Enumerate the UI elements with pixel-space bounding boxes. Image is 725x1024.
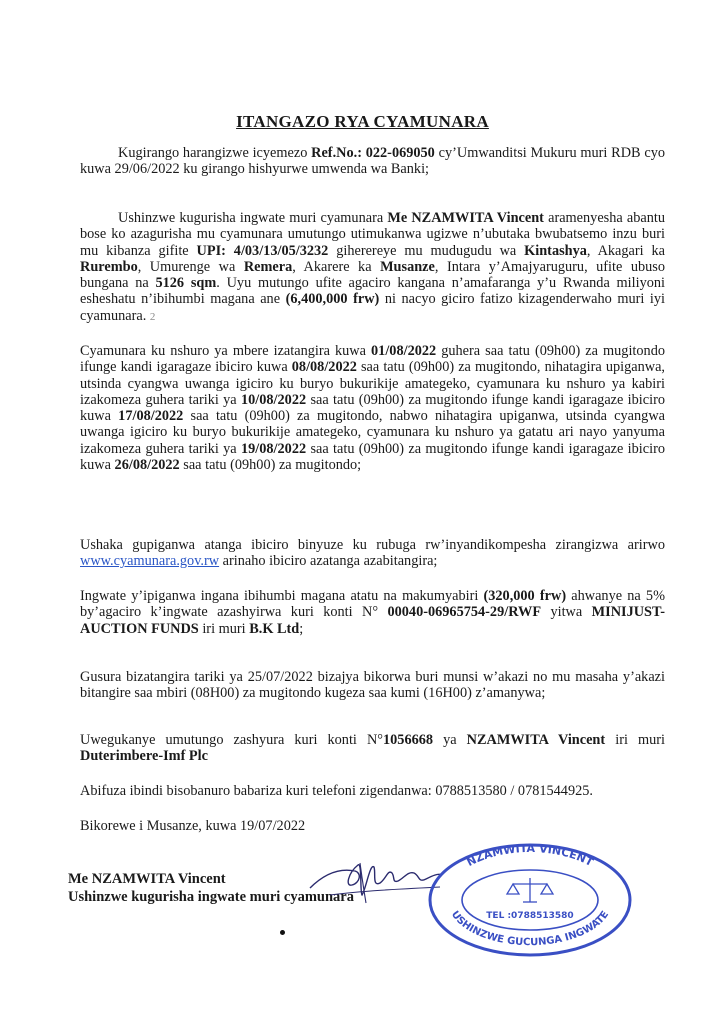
text: arinaho ibiciro azatanga azabitangira;	[219, 553, 438, 570]
text: Uwegukanye umutungo zashyura kuri konti N°	[80, 732, 383, 748]
ref-number: 022-069050	[365, 145, 435, 161]
paragraph-bidding	[80, 537, 665, 570]
paragraph-reference	[80, 145, 665, 178]
signer-role: Ushinzwe kugurisha ingwate muri cyamunara	[68, 889, 354, 905]
paragraph-contact: Abifuza ibindi bisobanuro babariza kuri telefoni zigendanwa: 0788513580 / 0781544925.	[80, 783, 593, 799]
paragraph-visits: Gusura bizatangira tariki ya 25/07/2022 bizajya bikorwa buri munsi w’akazi no mu masaha y’akazi bitangire saa mbiri (08H00) za mugitondo kugeza saa kumi (16H00) z’amanywa;	[80, 669, 665, 702]
svg-text:NZAMWITA VINCENT	[465, 842, 596, 869]
paragraph-deposit	[80, 588, 665, 637]
text: Cyamunara ku nshuro ya mbere izatangira kuwa	[80, 343, 372, 359]
text: , Akagari ka	[586, 242, 665, 259]
official-stamp	[425, 838, 635, 958]
bank-name: Duterimbere-Imf Plc	[80, 748, 208, 765]
text: ;	[299, 620, 304, 637]
text: Ingwate y’ipiganwa ingana ibihumbi magana atatu na makumyabiri	[80, 588, 484, 604]
ref-label: Ref.No.:	[311, 145, 366, 161]
fund-name: MINIJUST-AUCTION FUNDS	[80, 604, 665, 637]
cell: Rurembo	[80, 258, 138, 275]
payment-account: 1056668	[383, 732, 434, 748]
text: iri muri	[605, 732, 665, 748]
text: iri muri	[198, 620, 250, 637]
account-holder: NZAMWITA Vincent	[466, 732, 606, 748]
text: giherereye mu mudugudu wa	[328, 242, 525, 259]
auctioneer-name: Me NZAMWITA Vincent	[387, 210, 544, 226]
ink-dot	[280, 930, 285, 935]
text: . Uyu mutungo ufite agaciro kangana n’amafaranga y’u Rwanda miliyoni esheshatu n’ibihumbi magana ane	[80, 275, 666, 308]
page-title: ITANGAZO RYA CYAMUNARA	[236, 112, 489, 131]
sector: Remera	[243, 258, 293, 275]
upi-number: UPI: 4/03/13/05/3232	[196, 242, 329, 259]
date: 01/08/2022	[371, 343, 437, 359]
paragraph-schedule	[80, 343, 665, 473]
text: , Umurenge wa	[137, 258, 244, 275]
place-date: Bikorewe i Musanze, kuwa 19/07/2022	[80, 818, 306, 834]
stamp-bottom-text: USHINZWE GUCUNGA INGWATE	[448, 909, 612, 949]
date: 26/08/2022	[114, 457, 180, 474]
text: saa tatu (09h00) za mugitondo, nabwo nihatagira upiganwa, utsinda cyangwa uwanga igiciro ku buryo bukurikije amategeko, cyamunara ku nshuro ya gatatu ari nayo yanyuma izakomeza guhera tariki ya	[80, 408, 665, 457]
text: saa tatu (09h00) za mugitondo ifunge kandi igaragaze ibiciro kuwa	[80, 440, 666, 474]
text: yitwa	[541, 604, 592, 621]
text: saa tatu (09h00) za mugitondo ifunge kandi igaragaze ibiciro kuwa	[80, 391, 666, 425]
text: ni nacyo giciro fatizo kizagenderwaho muri iyi cyamunara.	[80, 291, 665, 324]
property-value: (6,400,000 frw)	[285, 291, 380, 308]
district: Musanze	[380, 258, 435, 275]
text: , Akarere ka	[292, 258, 381, 275]
auction-website-link[interactable]: www.cyamunara.gov.rw	[80, 553, 220, 570]
text: Ushinzwe kugurisha ingwate muri cyamunara	[118, 210, 388, 226]
text: aramenyesha abantu bose ko azagurisha mu cyamunara umutungo utimukanwa ugizwe n’ubutaka bwubatsemo inzu buri mu kibanza gifite	[80, 210, 665, 259]
margin-mark: 2	[149, 310, 156, 323]
date: 19/08/2022	[240, 440, 307, 457]
area: 5126 sqm	[155, 275, 217, 292]
text: cy’Umwanditsi Mukuru muri RDB cyo kuwa 29/06/2022 ku girango hishyurwe umwenda wa Banki;	[80, 145, 665, 178]
text: Kugirango harangizwe icyemezo	[118, 145, 312, 161]
text: guhera saa tatu (09h00) za mugitondo ifunge kandi igaragaze ibiciro kuwa	[80, 343, 665, 376]
date: 08/08/2022	[291, 359, 357, 376]
text: ya	[433, 732, 467, 748]
paragraph-payment	[80, 732, 665, 765]
deposit-amount: (320,000 frw)	[483, 588, 567, 604]
text: Ushaka gupiganwa atanga ibiciro binyuze ku rubuga rw’inyandikompesha zirangizwa arirwo	[80, 537, 665, 553]
date: 17/08/2022	[118, 408, 184, 425]
text: saa tatu (09h00) za mugitondo;	[179, 457, 362, 474]
text: ahwanye na 5% by’agaciro k’ingwate azashyirwa kuri konti N°	[80, 588, 665, 621]
date: 10/08/2022	[240, 391, 307, 408]
deposit-account: 00040-06965754-29/RWF	[387, 604, 542, 621]
village: Kintashya	[524, 242, 587, 259]
text: saa tatu (09h00) za mugitondo, nihatagira upiganwa, utsinda cyangwa uwanga igiciro ku buryo bukurikije amategeko, cyamunara ku nshuro ya kabiri izakomeza guhera tariki ya	[80, 359, 665, 408]
signer-name: Me NZAMWITA Vincent	[68, 871, 226, 887]
bank-name: B.K Ltd	[249, 620, 300, 637]
stamp-top-text: NZAMWITA VINCENT	[464, 841, 596, 870]
text: , Intara y’Amajyaruguru, ufite ubuso bungana na	[80, 258, 665, 292]
paragraph-property	[80, 210, 665, 325]
scales-of-justice-icon	[507, 878, 553, 902]
stamp-tel: TEL :0788513580	[486, 911, 574, 921]
